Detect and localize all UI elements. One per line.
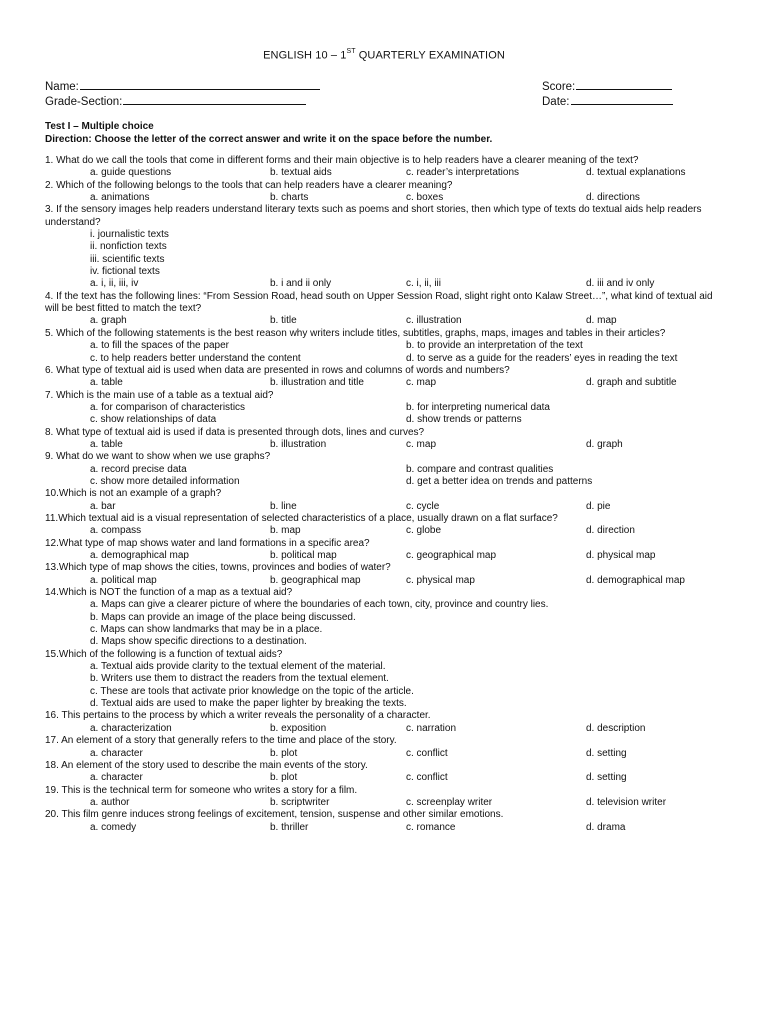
answer-option: a. comedy	[90, 821, 137, 833]
answer-option: a. Maps can give a clearer picture of where the boundaries of each town, city, province and country lies.	[90, 599, 549, 611]
answer-option: b. plot	[270, 747, 298, 759]
question-item	[45, 735, 725, 760]
answer-options	[45, 748, 725, 760]
answer-options	[45, 599, 725, 648]
question-stem: 3. If the sensory images help readers understand literary texts such as poems and short stories, then which type of texts do textual aids help readers understand?	[45, 204, 702, 228]
answer-option: a. demographical map	[90, 550, 189, 561]
answer-options	[45, 525, 725, 537]
question-item	[45, 785, 725, 810]
answer-option: a. guide questions	[90, 167, 172, 179]
answer-options	[45, 340, 725, 365]
question-stem: 13.Which type of map shows the cities, towns, provinces and bodies of water?	[45, 562, 391, 574]
score-blank-line	[576, 78, 672, 90]
question-item	[45, 809, 725, 834]
question-item	[45, 365, 725, 390]
question-stem: 14.Which is NOT the function of a map as a textual aid?	[45, 587, 293, 599]
question-stem: 10.Which is not an example of a graph?	[45, 488, 222, 500]
exam-title-rest: QUARTERLY EXAMINATION	[355, 49, 505, 62]
answer-option: c. Maps can show landmarks that may be in a place.	[90, 624, 323, 636]
answer-option: a. character	[90, 747, 143, 759]
question-item	[45, 649, 725, 711]
answer-option: a. graph	[90, 315, 127, 327]
question-stem: 20. This film genre induces strong feelings of excitement, tension, suspense and other similar emotions.	[45, 809, 504, 821]
answer-option: a. political map	[90, 574, 157, 586]
answer-option: c. conflict	[406, 772, 448, 784]
question-item	[45, 587, 725, 649]
answer-options	[45, 229, 725, 278]
answer-option: d. to serve as a guide for the readers’ eyes in reading the text	[406, 352, 678, 364]
answer-option: c. reader’s interpretations	[406, 167, 520, 179]
answer-option: d. textual explanations	[586, 167, 686, 179]
answer-option: c. screenplay writer	[406, 796, 493, 808]
answer-option: b. illustration	[270, 438, 327, 450]
answer-option: b. textual aids	[270, 167, 332, 179]
question-item	[45, 451, 725, 488]
answer-option: a. record precise data	[90, 463, 187, 475]
answer-option: b. line	[270, 500, 297, 512]
answer-option: d. direction	[586, 525, 635, 537]
date-field	[542, 93, 673, 108]
answer-options	[45, 402, 725, 427]
answer-option: c. show more detailed information	[90, 475, 240, 487]
answer-option: a. bar	[90, 500, 116, 512]
question-stem: 4. If the text has the following lines: “From Session Road, head south on Upper Session Road, slight right onto Kalaw Street…”, what kind of textual aid will be best fitted to match the text?	[45, 290, 713, 315]
question-item	[45, 427, 725, 452]
answer-option: c. physical map	[406, 574, 475, 586]
answer-option: c. map	[406, 377, 437, 389]
answer-option: c. narration	[406, 722, 457, 734]
test-title: Test I – Multiple choice	[45, 121, 154, 132]
question-stem: 15.Which of the following is a function of textual aids?	[45, 648, 283, 660]
name-blank-line	[80, 78, 320, 90]
question-item	[45, 328, 725, 365]
answer-options	[45, 575, 725, 587]
answer-option: ii. nonfiction texts	[90, 241, 167, 253]
answer-option: d. show trends or patterns	[406, 414, 522, 426]
answer-option: d. map	[586, 315, 617, 327]
question-stem: 5. Which of the following statements is the best reason why writers include titles, subtitles, graphs, maps, images and tables in their articles?	[45, 327, 666, 339]
answer-option: d. television writer	[586, 796, 667, 808]
question-item	[45, 562, 725, 587]
name-label: Name:	[45, 81, 79, 93]
question-list	[45, 155, 725, 834]
question-stem: 6. What type of textual aid is used when data are presented in rows and columns of words and numbers?	[45, 364, 510, 376]
question-stem: 18. An element of the story used to describe the main events of the story.	[45, 759, 368, 771]
grade-section-blank-line	[123, 93, 306, 105]
answer-option: iii. scientific texts	[90, 253, 165, 265]
date-blank-line	[571, 93, 673, 105]
answer-option: d. get a better idea on trends and patterns	[406, 475, 593, 487]
answer-options	[45, 278, 725, 290]
question-stem: 19. This is the technical term for someone who writes a story for a film.	[45, 784, 358, 796]
question-item	[45, 488, 725, 513]
question-item	[45, 710, 725, 735]
question-stem: 1. What do we call the tools that come in different forms and their main objective is to help readers have a clearer meaning of the text?	[45, 155, 639, 166]
answer-option: a. author	[90, 796, 130, 808]
answer-option: d. pie	[586, 500, 611, 512]
question-stem: 16. This pertains to the process by which a writer reveals the personality of a character.	[45, 710, 431, 722]
answer-option: d. Maps show specific directions to a destination.	[90, 636, 307, 648]
answer-option: b. thriller	[270, 821, 309, 833]
answer-option: b. scriptwriter	[270, 796, 330, 808]
answer-options	[45, 167, 725, 179]
answer-option: b. Writers use them to distract the readers from the textual element.	[90, 673, 389, 685]
answer-options	[45, 723, 725, 735]
score-label: Score:	[542, 81, 576, 93]
answer-option: a. compass	[90, 525, 142, 537]
question-stem: 12.What type of map shows water and land formations in a specific area?	[45, 537, 370, 549]
answer-option: d. physical map	[586, 550, 656, 561]
answer-option: d. demographical map	[586, 574, 685, 586]
answer-options	[45, 797, 725, 809]
answer-option: a. i, ii, iii, iv	[90, 278, 139, 290]
answer-option: b. compare and contrast qualities	[406, 463, 554, 475]
answer-option: d. graph	[586, 438, 623, 450]
answer-option: b. to provide an interpretation of the text	[406, 340, 583, 352]
question-item	[45, 180, 725, 205]
answer-option: d. iii and iv only	[586, 278, 655, 290]
exam-title-superscript: ST	[346, 48, 356, 55]
question-stem: 8. What type of textual aid is used if data is presented through dots, lines and curves?	[45, 426, 425, 438]
answer-options	[45, 501, 725, 513]
answer-options	[45, 192, 725, 204]
answer-option: iv. fictional texts	[90, 266, 160, 278]
question-item	[45, 291, 725, 328]
answer-option: c. globe	[406, 525, 442, 537]
answer-options	[45, 439, 725, 451]
answer-options	[45, 772, 725, 784]
answer-option: c. show relationships of data	[90, 414, 217, 426]
answer-option: c. conflict	[406, 747, 448, 759]
answer-options	[45, 822, 725, 834]
answer-options	[45, 315, 725, 327]
answer-option: a. for comparison of characteristics	[90, 401, 246, 413]
answer-option: b. charts	[270, 192, 309, 204]
grade-section-field	[45, 93, 306, 108]
question-stem: 9. What do we want to show when we use graphs?	[45, 451, 271, 463]
answer-option: c. boxes	[406, 192, 444, 204]
date-label: Date:	[542, 96, 570, 108]
question-stem: 2. Which of the following belongs to the tools that can help readers have a clearer meaning?	[45, 179, 453, 191]
answer-options	[45, 550, 725, 562]
answer-option: c. cycle	[406, 500, 440, 512]
question-item	[45, 390, 725, 427]
answer-options	[45, 377, 725, 389]
test-direction: Direction: Choose the letter of the correct answer and write it on the space before the number.	[45, 134, 493, 145]
grade-section-label: Grade-Section:	[45, 96, 123, 108]
answer-option: c. map	[406, 438, 437, 450]
question-item	[45, 513, 725, 538]
answer-option: d. Textual aids are used to make the paper lighter by breaking the texts.	[90, 698, 407, 710]
answer-option: d. setting	[586, 747, 627, 759]
answer-option: b. map	[270, 525, 301, 537]
answer-option: d. drama	[586, 821, 626, 833]
answer-option: c. i, ii, iii	[406, 278, 441, 290]
name-field	[45, 78, 320, 93]
answer-option: a. to fill the spaces of the paper	[90, 340, 229, 352]
answer-options	[45, 661, 725, 710]
answer-option: a. Textual aids provide clarity to the textual element of the material.	[90, 661, 386, 673]
answer-option: b. for interpreting numerical data	[406, 401, 550, 413]
answer-option: a. characterization	[90, 722, 172, 734]
answer-option: a. table	[90, 377, 123, 389]
answer-option: b. geographical map	[270, 574, 361, 586]
answer-option: a. table	[90, 438, 123, 450]
question-item	[45, 538, 725, 563]
exam-title	[0, 49, 768, 62]
question-stem: 17. An element of a story that generally refers to the time and place of the story.	[45, 735, 397, 747]
answer-option: i. journalistic texts	[90, 229, 169, 241]
answer-option: b. political map	[270, 550, 337, 561]
answer-option: a. animations	[90, 192, 150, 204]
answer-option: d. directions	[586, 192, 640, 204]
answer-option: d. description	[586, 722, 646, 734]
question-item	[45, 760, 725, 785]
answer-option: c. geographical map	[406, 550, 497, 561]
answer-option: d. setting	[586, 772, 627, 784]
answer-option: c. illustration	[406, 315, 462, 327]
exam-title-main: ENGLISH 10 – 1	[263, 49, 347, 62]
answer-option: b. title	[270, 315, 297, 327]
answer-option: b. exposition	[270, 722, 327, 734]
answer-option: b. illustration and title	[270, 377, 364, 389]
answer-option: d. graph and subtitle	[586, 377, 677, 389]
question-item	[45, 278, 725, 290]
answer-option: c. romance	[406, 821, 456, 833]
answer-options	[45, 464, 725, 489]
answer-option: b. i and ii only	[270, 278, 332, 290]
score-field	[542, 78, 672, 93]
answer-option: c. These are tools that activate prior knowledge on the topic of the article.	[90, 685, 414, 697]
answer-option: b. plot	[270, 772, 298, 784]
answer-option: c. to help readers better understand the content	[90, 352, 301, 364]
question-stem: 11.Which textual aid is a visual representation of selected characteristics of a place, usually drawn on a flat surface?	[45, 512, 558, 524]
question-item	[45, 155, 725, 180]
question-item	[45, 204, 725, 278]
question-stem: 7. Which is the main use of a table as a textual aid?	[45, 389, 274, 401]
answer-option: a. character	[90, 772, 143, 784]
answer-option: b. Maps can provide an image of the place being discussed.	[90, 611, 356, 623]
